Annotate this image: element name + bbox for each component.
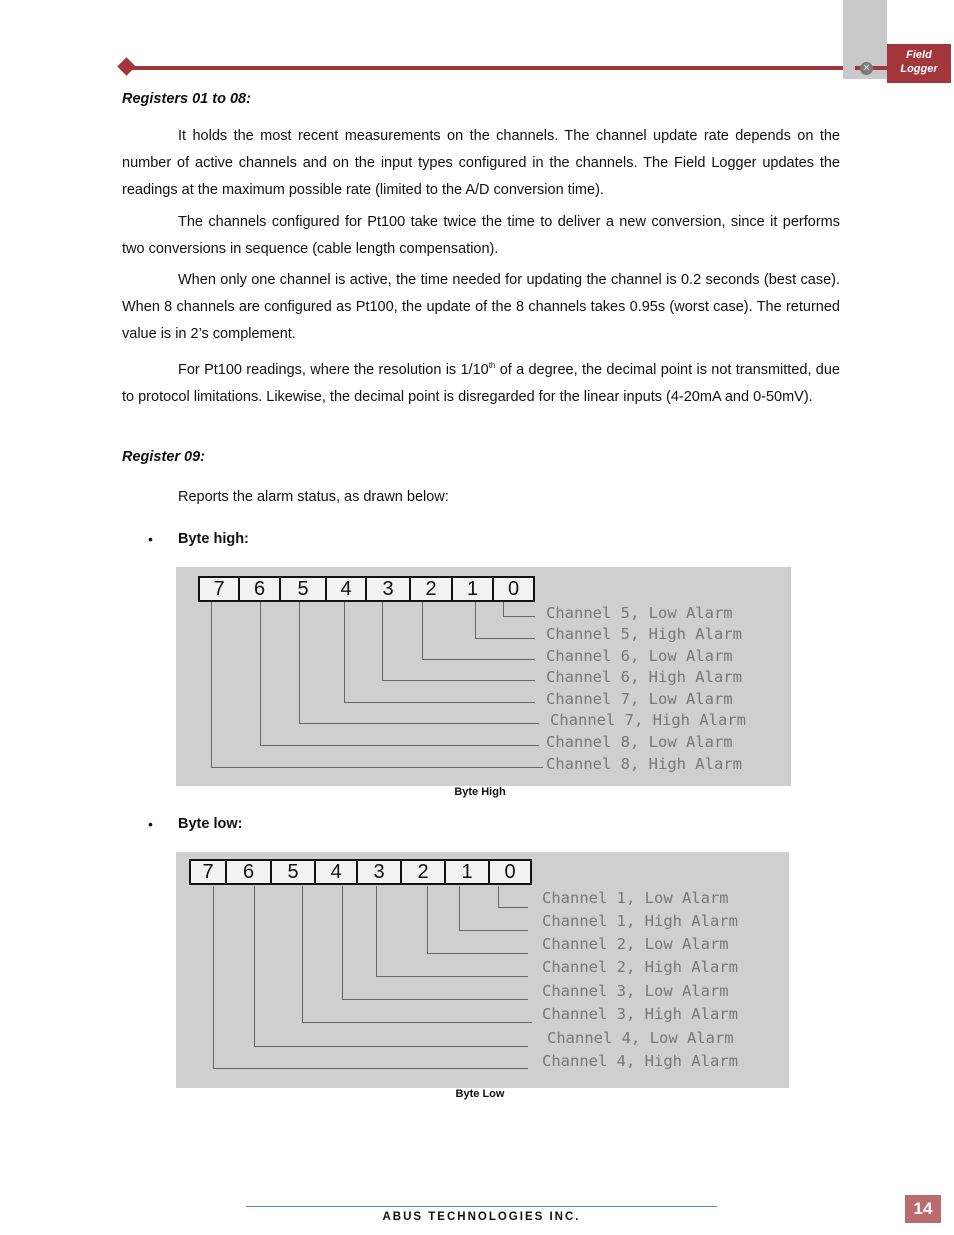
byte-low-bit-row: [189, 859, 532, 885]
label-row: Channel 3, Low Alarm: [542, 982, 729, 1000]
label-row: Channel 2, High Alarm: [542, 958, 738, 976]
bit-cell: 3: [367, 578, 411, 600]
bit-cell: 0: [507, 578, 520, 600]
bit-cell: 2: [411, 578, 453, 600]
paragraph-4-start: For Pt100 readings, where the resolution is 1/10: [178, 361, 489, 378]
bit-cell: 6: [227, 861, 272, 883]
bit-cell: 4: [327, 578, 367, 600]
paragraph-1: It holds the most recent measurements on the channels. The channel update rate depends on the number of active channels and on the input types configured in the channels. The Field Logger updates the readings at the maximum possible rate (limited to the A/D conversion time).: [122, 128, 840, 198]
brand-line-2: Logger: [900, 63, 938, 75]
bit-cell: 7: [191, 861, 227, 883]
label-row: Channel 6, Low Alarm: [546, 647, 733, 665]
byte-high-diagram: [176, 567, 791, 786]
label-row: Channel 1, High Alarm: [542, 912, 738, 930]
close-circle-icon: ✕: [860, 62, 873, 75]
bit-cell: 5: [272, 861, 316, 883]
bullet-dot: •: [148, 531, 153, 547]
label-row: Channel 5, High Alarm: [546, 625, 742, 643]
bullet-byte-high: Byte high:: [178, 531, 249, 547]
bit-cell: 2: [402, 861, 446, 883]
bit-cell: 3: [358, 861, 402, 883]
label-row: Channel 7, Low Alarm: [546, 690, 733, 708]
footer-rule: [246, 1206, 717, 1207]
brand-line-1: Field: [906, 49, 932, 61]
label-row: Channel 2, Low Alarm: [542, 935, 729, 953]
label-row: Channel 5, Low Alarm: [546, 604, 733, 622]
label-row: Channel 6, High Alarm: [546, 668, 742, 686]
bit-cell: 0: [504, 861, 516, 883]
bit-cell: 7: [200, 578, 240, 600]
caption-byte-high: Byte High: [454, 786, 506, 798]
paragraph-4: [122, 352, 840, 411]
label-row: Channel 1, Low Alarm: [542, 889, 729, 907]
label-row: Channel 7, High Alarm: [550, 711, 746, 729]
paragraph-3: When only one channel is active, the time needed for updating the channel is 0.2 seconds (best case). When 8 channels are configured as Pt100, the update of the 8 channels takes 0.95s (worst case). The returned value is in 2’s complement.: [122, 272, 840, 342]
bit-cell: 4: [316, 861, 358, 883]
paragraph-2: The channels configured for Pt100 take twice the time to deliver a new conversion, since it performs two conversions in sequence (cable length compensation).: [122, 214, 840, 257]
diamond-icon: [117, 57, 135, 75]
byte-low-diagram: [176, 852, 789, 1088]
section-heading-register-09: Register 09:: [122, 449, 206, 465]
bullet-byte-low: Byte low:: [178, 816, 243, 832]
section-heading-registers-01-08: Registers 01 to 08:: [122, 91, 251, 107]
label-row: Channel 4, Low Alarm: [547, 1029, 734, 1047]
register-09-intro: Reports the alarm status, as drawn below:: [178, 489, 449, 505]
page-number-badge: 14: [905, 1195, 941, 1223]
paragraph-4-end: of a degree, the decimal point is not transmitted, due to protocol limitations. Likewise, the decimal point is disregarded for the linear inputs (4-20mA and 0-50mV).: [122, 361, 840, 405]
label-row: Channel 3, High Alarm: [542, 1005, 738, 1023]
footer-company: ABUS TECHNOLOGIES INC.: [382, 1211, 581, 1223]
bit-cell: 1: [453, 578, 494, 600]
bit-cell: 1: [446, 861, 490, 883]
bullet-dot: •: [148, 816, 153, 832]
label-row: Channel 4, High Alarm: [542, 1052, 738, 1070]
label-row: Channel 8, High Alarm: [546, 755, 742, 773]
bit-cell: 5: [281, 578, 327, 600]
caption-byte-low: Byte Low: [455, 1088, 505, 1100]
brand-tab: [887, 44, 951, 83]
header-rule: [128, 66, 843, 70]
byte-high-bit-row: [198, 576, 535, 602]
bit-cell: 6: [240, 578, 281, 600]
superscript-th: th: [488, 361, 496, 370]
label-row: Channel 8, Low Alarm: [546, 733, 733, 751]
